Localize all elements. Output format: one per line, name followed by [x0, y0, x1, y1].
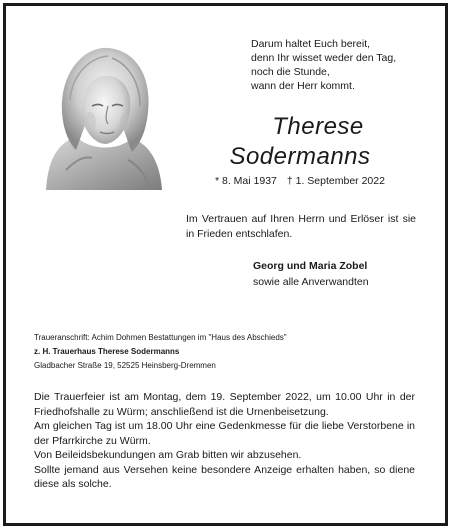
notice-service: Die Trauerfeier ist am Montag, dem 19. September 2022, um 10.00 Uhr in der Friedhofshalle zu Würm; anschließend ist die Urnenbeisetzung. — [34, 391, 415, 418]
deceased-first-name: Therese — [272, 113, 364, 140]
address-line-3: Gladbacher Straße 19, 52525 Heinsberg-Dremmen — [34, 361, 216, 370]
bible-verse — [251, 37, 431, 93]
deceased-last-name: Sodermanns — [229, 143, 371, 170]
birth-date: * 8. Mai 1937 — [215, 175, 277, 187]
death-date: † 1. September 2022 — [286, 175, 385, 187]
notice-condolences: Von Beileidsbekundungen am Grab bitten wir abzusehen. — [34, 449, 302, 461]
notice-memorial-mass: Am gleichen Tag ist um 18.00 Uhr eine Gedenkmesse für die liebe Verstorbene in der Pfarrkirche zu Würm. — [34, 420, 415, 447]
madonna-relief-icon — [36, 40, 170, 190]
faith-statement: Im Vertrauen auf Ihren Herrn und Erlöser ist sie in Frieden entschlafen. — [186, 213, 416, 240]
life-dates — [215, 175, 425, 187]
funeral-notice — [34, 390, 415, 492]
verse-line-1: Darum haltet Euch bereit, — [251, 38, 371, 50]
address-line-2: z. H. Trauerhaus Therese Sodermanns — [34, 347, 180, 356]
verse-line-2: denn Ihr wisset weder den Tag, — [251, 52, 397, 64]
verse-line-4: wann der Herr kommt. — [251, 80, 355, 92]
notice-closing: Sollte jemand aus Versehen keine besondere Anzeige erhalten haben, so diene diese als solche. — [34, 463, 415, 490]
verse-line-3: noch die Stunde, — [251, 66, 330, 78]
mourning-address — [34, 331, 424, 373]
address-line-1: Traueranschrift: Achim Dohmen Bestattungen im "Haus des Abschieds" — [34, 333, 287, 342]
mourner-relatives: sowie alle Anverwandten — [253, 276, 369, 288]
mourner-names: Georg und Maria Zobel — [253, 260, 368, 272]
